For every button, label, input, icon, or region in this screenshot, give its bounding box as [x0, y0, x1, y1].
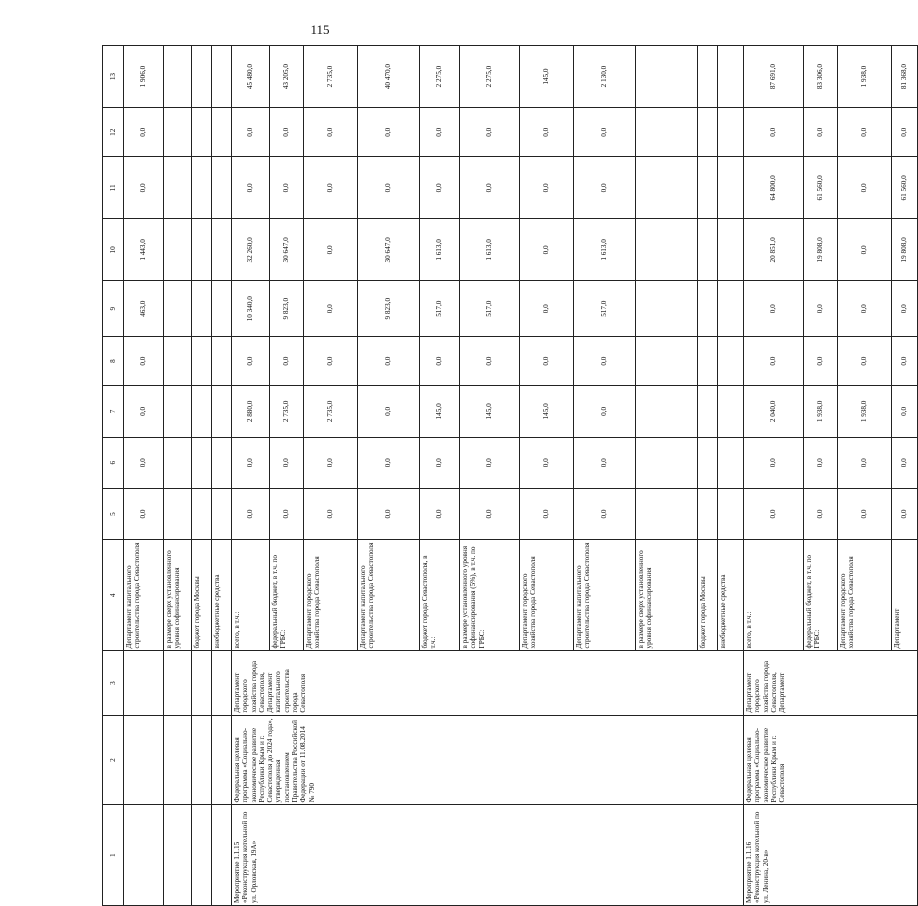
amount-cell-col-10: 1 613,0: [420, 219, 460, 281]
amount-cell-col-8: [212, 337, 232, 386]
amount-cell-col-5: [192, 488, 212, 539]
funding-source-cell: Департамент капитального строительства города Севастополя: [574, 540, 636, 651]
amount-cell-col-9: 0,0: [892, 281, 918, 337]
amount-cell-col-13: 1 938,0: [838, 46, 892, 108]
amount-cell-col-12: 0,0: [892, 108, 918, 157]
amount-cell-col-9: 0,0: [744, 281, 804, 337]
executor-cell: [164, 651, 192, 715]
rotated-table-sheet: [102, 45, 909, 906]
header-cell: 7: [103, 386, 124, 437]
amount-cell-col-5: [164, 488, 192, 539]
event-cell: [192, 805, 212, 906]
amount-cell-col-6: 0,0: [270, 437, 304, 488]
amount-cell-col-5: 0,0: [892, 488, 918, 539]
amount-cell-col-13: [718, 46, 744, 108]
table-row: [124, 46, 164, 906]
amount-cell-col-10: 0,0: [520, 219, 574, 281]
amount-cell-col-6: 0,0: [420, 437, 460, 488]
table-body: [103, 46, 918, 906]
amount-cell-col-11: 0,0: [270, 157, 304, 219]
amount-cell-col-6: 0,0: [804, 437, 838, 488]
amount-cell-col-5: 0,0: [744, 488, 804, 539]
amount-cell-col-10: 1 613,0: [574, 219, 636, 281]
program-cell: Федеральная целевая программа «Социально-экономическое развитие Республики Крым и г. Севастополя до 2024 года», утвержденная постановлением Правительства Российской Федерации от 11.08.2014 № 790: [232, 715, 744, 805]
amount-cell-col-10: [192, 219, 212, 281]
amount-cell-col-9: 9 823,0: [358, 281, 420, 337]
amount-cell-col-10: [212, 219, 232, 281]
amount-cell-col-7: 145,0: [420, 386, 460, 437]
amount-cell-col-9: 517,0: [460, 281, 520, 337]
amount-cell-col-13: 2 275,0: [420, 46, 460, 108]
program-cell: Федеральная целевая программа «Социально-экономическое развитие Республики Крым и г. Севастополя: [744, 715, 918, 805]
amount-cell-col-11: [212, 157, 232, 219]
amount-cell-col-8: 0,0: [270, 337, 304, 386]
amount-cell-col-8: [192, 337, 212, 386]
amount-cell-col-5: [718, 488, 744, 539]
funding-source-cell: всего, в т.ч.:: [232, 540, 270, 651]
amount-cell-col-11: 64 800,0: [744, 157, 804, 219]
amount-cell-col-12: 0,0: [460, 108, 520, 157]
table-row: [212, 46, 232, 906]
amount-cell-col-13: 43 205,0: [270, 46, 304, 108]
amount-cell-col-13: 81 368,0: [892, 46, 918, 108]
program-cell: [124, 715, 164, 805]
amount-cell-col-7: 2 735,0: [270, 386, 304, 437]
amount-cell-col-6: 0,0: [358, 437, 420, 488]
amount-cell-col-8: [164, 337, 192, 386]
amount-cell-col-5: [698, 488, 718, 539]
amount-cell-col-7: 0,0: [892, 386, 918, 437]
amount-cell-col-12: [212, 108, 232, 157]
amount-cell-col-10: 30 647,0: [270, 219, 304, 281]
amount-cell-col-8: 0,0: [460, 337, 520, 386]
amount-cell-col-5: 0,0: [520, 488, 574, 539]
amount-cell-col-11: 0,0: [232, 157, 270, 219]
amount-cell-col-11: 0,0: [304, 157, 358, 219]
amount-cell-col-13: 83 306,0: [804, 46, 838, 108]
amount-cell-col-5: 0,0: [304, 488, 358, 539]
amount-cell-col-6: [636, 437, 698, 488]
funding-source-cell: в размере сверх установленного уровня софинансирования: [164, 540, 192, 651]
amount-cell-col-9: [636, 281, 698, 337]
amount-cell-col-7: 2 880,0: [232, 386, 270, 437]
amount-cell-col-6: 0,0: [574, 437, 636, 488]
page-number: 115: [310, 22, 330, 37]
amount-cell-col-10: 1 613,0: [460, 219, 520, 281]
amount-cell-col-5: 0,0: [804, 488, 838, 539]
amount-cell-col-9: 517,0: [420, 281, 460, 337]
amount-cell-col-6: 0,0: [304, 437, 358, 488]
amount-cell-col-5: 0,0: [420, 488, 460, 539]
event-cell: Мероприятие 1.1.16 «Реконструкция котельной по ул. Ленина, 20-в»: [744, 805, 918, 906]
header-cell: 12: [103, 108, 124, 157]
funding-source-cell: Департамент городского хозяйства города Севастополя: [520, 540, 574, 651]
amount-cell-col-5: [212, 488, 232, 539]
amount-cell-col-5: 0,0: [358, 488, 420, 539]
amount-cell-col-12: 0,0: [744, 108, 804, 157]
amount-cell-col-7: [698, 386, 718, 437]
amount-cell-col-6: [212, 437, 232, 488]
amount-cell-col-12: [636, 108, 698, 157]
amount-cell-col-11: 0,0: [574, 157, 636, 219]
header-cell: 5: [103, 488, 124, 539]
amount-cell-col-13: [698, 46, 718, 108]
amount-cell-col-10: 20 851,0: [744, 219, 804, 281]
amount-cell-col-7: [164, 386, 192, 437]
amount-cell-col-9: [212, 281, 232, 337]
funding-source-cell: федеральный бюджет, в т.ч. по ГРБС:: [804, 540, 838, 651]
amount-cell-col-10: [164, 219, 192, 281]
funding-source-cell: Департамент капитального строительства города Севастополя: [358, 540, 420, 651]
table-row: [192, 46, 212, 906]
header-cell: 4: [103, 540, 124, 651]
amount-cell-col-13: [212, 46, 232, 108]
amount-cell-col-13: 40 470,0: [358, 46, 420, 108]
amount-cell-col-5: 0,0: [270, 488, 304, 539]
amount-cell-col-13: 145,0: [520, 46, 574, 108]
amount-cell-col-12: [698, 108, 718, 157]
amount-cell-col-5: 0,0: [232, 488, 270, 539]
amount-cell-col-7: 1 938,0: [804, 386, 838, 437]
funding-source-cell: Департамент капитального строительства города Севастополя: [124, 540, 164, 651]
amount-cell-col-5: [636, 488, 698, 539]
event-cell: Мероприятие 1.1.15 «Реконструкция котельной по ул. Орловская, 19А»: [232, 805, 744, 906]
amount-cell-col-8: 0,0: [520, 337, 574, 386]
event-cell: [164, 805, 192, 906]
executor-cell: [212, 651, 232, 715]
amount-cell-col-12: 0,0: [520, 108, 574, 157]
program-cell: [192, 715, 212, 805]
amount-cell-col-12: 0,0: [420, 108, 460, 157]
funding-source-cell: Департамент городского хозяйства города Севастополя: [304, 540, 358, 651]
amount-cell-col-11: 0,0: [460, 157, 520, 219]
amount-cell-col-9: 0,0: [838, 281, 892, 337]
amount-cell-col-13: [192, 46, 212, 108]
amount-cell-col-7: 145,0: [520, 386, 574, 437]
executor-cell: [192, 651, 212, 715]
amount-cell-col-12: 0,0: [232, 108, 270, 157]
amount-cell-col-11: [192, 157, 212, 219]
table-row: [744, 46, 804, 906]
amount-cell-col-12: 0,0: [124, 108, 164, 157]
amount-cell-col-12: 0,0: [838, 108, 892, 157]
funding-source-cell: в размере сверх установленного уровня софинансирования: [636, 540, 698, 651]
amount-cell-col-6: 0,0: [232, 437, 270, 488]
program-cell: [212, 715, 232, 805]
amount-cell-col-12: 0,0: [574, 108, 636, 157]
amount-cell-col-11: 61 560,0: [804, 157, 838, 219]
executor-cell: Департамент городского хозяйства города Севастополя, Департамент капитального строительства города Севастополя: [232, 651, 744, 715]
amount-cell-col-6: 0,0: [744, 437, 804, 488]
header-cell: 9: [103, 281, 124, 337]
funding-source-cell: бюджет города Москвы: [192, 540, 212, 651]
amount-cell-col-9: 10 340,0: [232, 281, 270, 337]
funding-source-cell: Департамент городского хозяйства города Севастополя: [838, 540, 892, 651]
amount-cell-col-8: [718, 337, 744, 386]
amount-cell-col-10: 0,0: [304, 219, 358, 281]
amount-cell-col-9: [698, 281, 718, 337]
amount-cell-col-7: 2 040,0: [744, 386, 804, 437]
amount-cell-col-5: 0,0: [574, 488, 636, 539]
amount-cell-col-8: 0,0: [358, 337, 420, 386]
amount-cell-col-8: 0,0: [804, 337, 838, 386]
amount-cell-col-13: 45 480,0: [232, 46, 270, 108]
amount-cell-col-7: 145,0: [460, 386, 520, 437]
funding-source-cell: в размере установленного уровня софинансирования (5%), в т.ч. по ГРБС:: [460, 540, 520, 651]
amount-cell-col-7: [636, 386, 698, 437]
funding-source-cell: бюджет города Севастополя, в т.ч.:: [420, 540, 460, 651]
amount-cell-col-10: 32 260,0: [232, 219, 270, 281]
amount-cell-col-6: 0,0: [520, 437, 574, 488]
amount-cell-col-8: 0,0: [574, 337, 636, 386]
header-cell: 13: [103, 46, 124, 108]
amount-cell-col-11: 0,0: [838, 157, 892, 219]
amount-cell-col-8: 0,0: [744, 337, 804, 386]
amount-cell-col-8: [636, 337, 698, 386]
funding-source-cell: бюджет города Москвы: [698, 540, 718, 651]
amount-cell-col-6: [698, 437, 718, 488]
table-row: [164, 46, 192, 906]
executor-cell: [124, 651, 164, 715]
amount-cell-col-5: 0,0: [460, 488, 520, 539]
amount-cell-col-13: [164, 46, 192, 108]
amount-cell-col-9: 9 823,0: [270, 281, 304, 337]
amount-cell-col-10: 19 808,0: [804, 219, 838, 281]
amount-cell-col-6: 0,0: [838, 437, 892, 488]
amount-cell-col-11: [698, 157, 718, 219]
amount-cell-col-5: 0,0: [838, 488, 892, 539]
amount-cell-col-5: 0,0: [124, 488, 164, 539]
amount-cell-col-9: [192, 281, 212, 337]
amount-cell-col-7: 2 735,0: [304, 386, 358, 437]
amount-cell-col-10: 30 647,0: [358, 219, 420, 281]
amount-cell-col-12: [192, 108, 212, 157]
amount-cell-col-11: 0,0: [124, 157, 164, 219]
amount-cell-col-11: [718, 157, 744, 219]
amount-cell-col-7: 0,0: [358, 386, 420, 437]
table-header-row: [103, 46, 124, 906]
amount-cell-col-7: 0,0: [574, 386, 636, 437]
amount-cell-col-9: 0,0: [304, 281, 358, 337]
event-cell: [124, 805, 164, 906]
amount-cell-col-6: [718, 437, 744, 488]
program-cell: [164, 715, 192, 805]
amount-cell-col-13: 2 735,0: [304, 46, 358, 108]
amount-cell-col-9: [164, 281, 192, 337]
amount-cell-col-9: 0,0: [520, 281, 574, 337]
amount-cell-col-11: [636, 157, 698, 219]
amount-cell-col-12: 0,0: [304, 108, 358, 157]
amount-cell-col-11: 61 560,0: [892, 157, 918, 219]
funding-source-cell: внебюджетные средства: [212, 540, 232, 651]
amount-cell-col-6: [164, 437, 192, 488]
amount-cell-col-7: [718, 386, 744, 437]
amount-cell-col-9: 517,0: [574, 281, 636, 337]
amount-cell-col-6: 0,0: [460, 437, 520, 488]
amount-cell-col-12: 0,0: [804, 108, 838, 157]
amount-cell-col-13: 2 130,0: [574, 46, 636, 108]
amount-cell-col-9: 463,0: [124, 281, 164, 337]
amount-cell-col-6: 0,0: [892, 437, 918, 488]
header-cell: 3: [103, 651, 124, 715]
funding-source-cell: внебюджетные средства: [718, 540, 744, 651]
amount-cell-col-6: 0,0: [124, 437, 164, 488]
amount-cell-col-12: 0,0: [358, 108, 420, 157]
amount-cell-col-8: [698, 337, 718, 386]
amount-cell-col-8: 0,0: [838, 337, 892, 386]
header-cell: 1: [103, 805, 124, 906]
amount-cell-col-11: 0,0: [420, 157, 460, 219]
amount-cell-col-11: 0,0: [520, 157, 574, 219]
amount-cell-col-10: 1 443,0: [124, 219, 164, 281]
amount-cell-col-13: 1 906,0: [124, 46, 164, 108]
header-cell: 10: [103, 219, 124, 281]
amount-cell-col-10: [636, 219, 698, 281]
amount-cell-col-8: 0,0: [420, 337, 460, 386]
amount-cell-col-9: [718, 281, 744, 337]
amount-cell-col-7: [212, 386, 232, 437]
amount-cell-col-8: 0,0: [124, 337, 164, 386]
funding-source-cell: всего, в т.ч.:: [744, 540, 804, 651]
amount-cell-col-12: 0,0: [270, 108, 304, 157]
header-cell: 11: [103, 157, 124, 219]
amount-cell-col-9: 0,0: [804, 281, 838, 337]
amount-cell-col-7: [192, 386, 212, 437]
amount-cell-col-10: [718, 219, 744, 281]
amount-cell-col-10: 19 808,0: [892, 219, 918, 281]
amount-cell-col-6: [192, 437, 212, 488]
amount-cell-col-12: [718, 108, 744, 157]
funding-source-cell: федеральный бюджет, в т.ч. по ГРБС:: [270, 540, 304, 651]
event-cell: [212, 805, 232, 906]
amount-cell-col-12: [164, 108, 192, 157]
amount-cell-col-10: 0,0: [838, 219, 892, 281]
amount-cell-col-7: 1 938,0: [838, 386, 892, 437]
header-cell: 2: [103, 715, 124, 805]
amount-cell-col-13: [636, 46, 698, 108]
table-row: [232, 46, 270, 906]
amount-cell-col-11: 0,0: [358, 157, 420, 219]
header-cell: 6: [103, 437, 124, 488]
funding-source-cell: Департамент: [892, 540, 918, 651]
amount-cell-col-11: [164, 157, 192, 219]
financing-table: [102, 45, 918, 906]
amount-cell-col-13: 2 275,0: [460, 46, 520, 108]
amount-cell-col-8: 0,0: [304, 337, 358, 386]
executor-cell: Департамент городского хозяйства города Севастополя, Департамент: [744, 651, 918, 715]
amount-cell-col-7: 0,0: [124, 386, 164, 437]
amount-cell-col-13: 87 691,0: [744, 46, 804, 108]
amount-cell-col-8: 0,0: [892, 337, 918, 386]
header-cell: 8: [103, 337, 124, 386]
amount-cell-col-8: 0,0: [232, 337, 270, 386]
rotated-table-frame: [102, 45, 909, 906]
amount-cell-col-10: [698, 219, 718, 281]
